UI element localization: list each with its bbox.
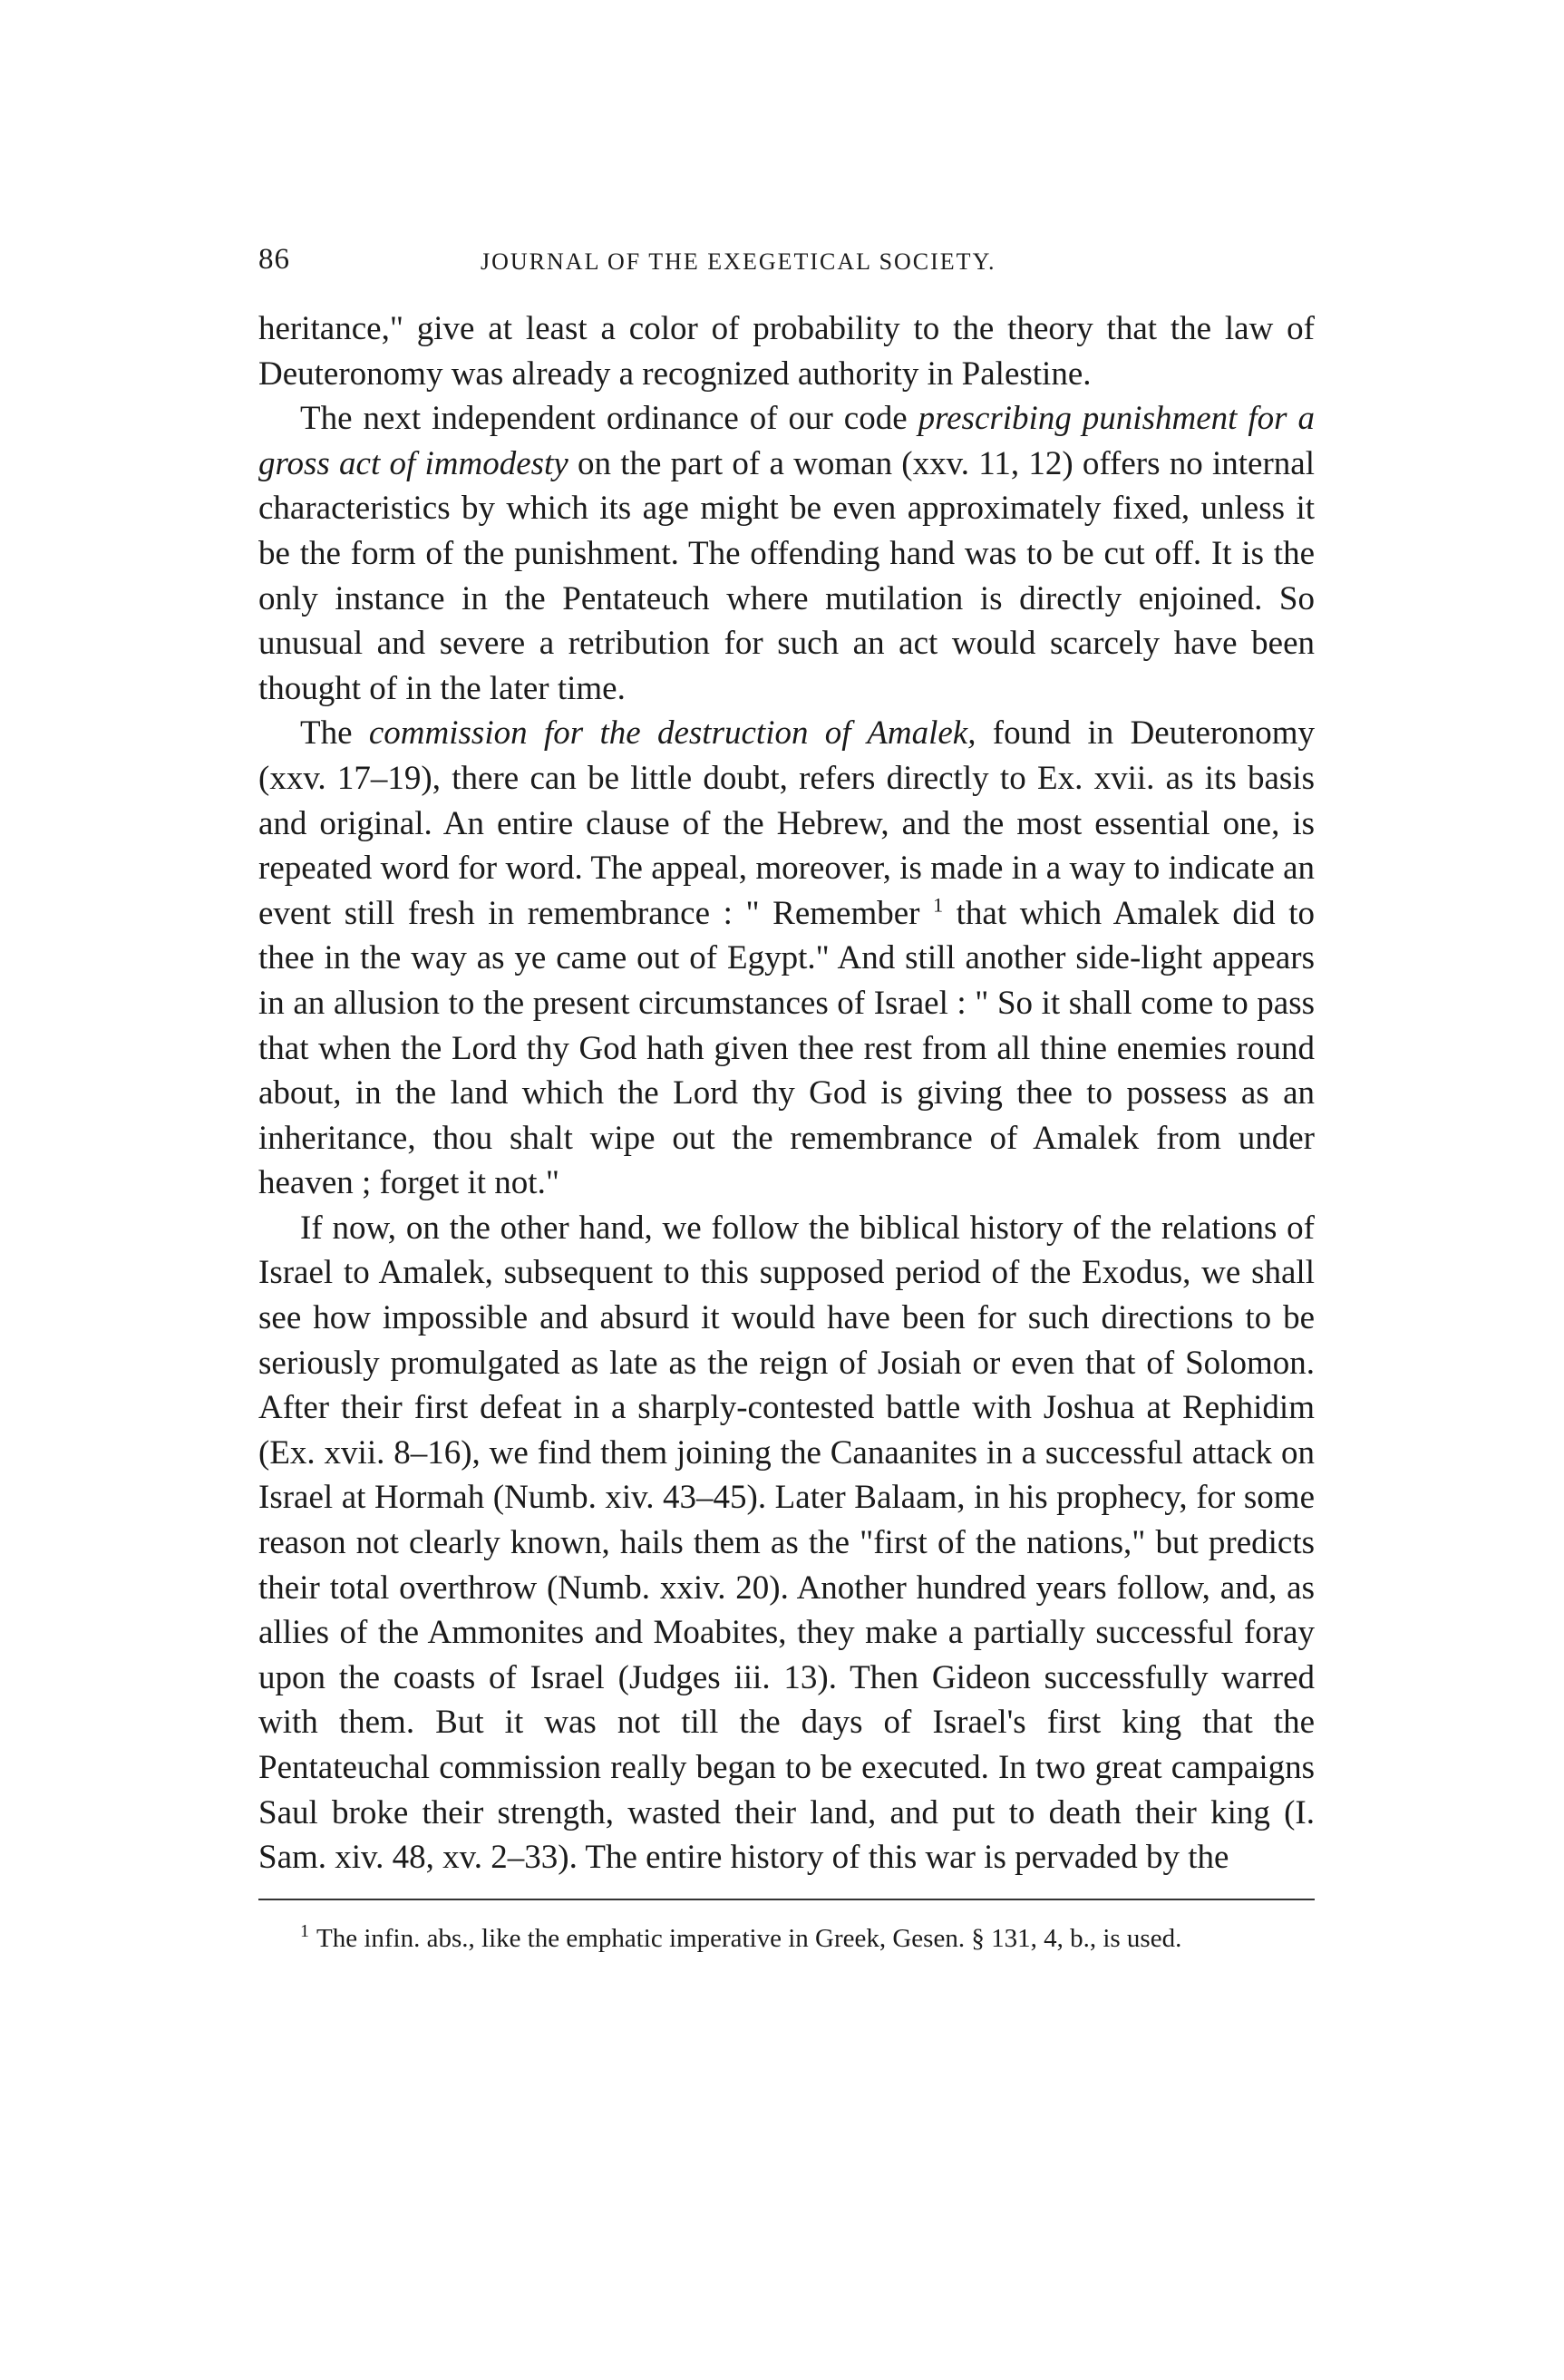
footnote-text: The infin. abs., like the emphatic imperative in Greek, Gesen. § 131, 4, b., is used.	[316, 1923, 1182, 1953]
italic-heading: commission for the destruction of Amalek,	[368, 714, 976, 753]
paragraph-middle: found in Deuteronomy (xxv. 17–19), there can be little doubt, refers directly to Ex. xvii. as its basis and original. An entire clause of the Hebrew, and the most essential one, is repeated word for word. The appeal, moreover, is made in a way to indicate an event still fresh in remembrance : " Remember	[258, 714, 1316, 932]
running-head	[258, 243, 1315, 279]
footnote	[258, 1919, 1315, 1958]
italic-heading: prescribing punishment for a gross act of immodesty	[258, 400, 1315, 482]
paragraph-lead: The next independent ordinance of our code	[300, 400, 918, 438]
paragraph-amalek	[258, 711, 1315, 1206]
paragraph-continuation: heritance," give at least a color of probability to the theory that the law of Deuteronomy was already a recognized authority in Palestine.	[258, 310, 1315, 393]
footnote-reference: 1	[933, 893, 944, 917]
page-number: 86	[258, 243, 290, 276]
footnote-divider	[258, 1899, 1315, 1900]
book-page	[258, 243, 1315, 1958]
body-text	[258, 306, 1315, 1880]
paragraph-immodesty	[258, 396, 1315, 711]
journal-title: JOURNAL OF THE EXEGETICAL SOCIETY.	[481, 248, 996, 275]
paragraph-rest: on the part of a woman (xxv. 11, 12) offers no internal characteristics by which its age might be even approximately fixed, unless it be the form of the punishment. The offending hand was to be cut off. It is the only instance in the Pentateuch where mutilation is directly enjoined. So unusual and severe a retribution for such an act would scarcely have been thought of in the later time.	[258, 444, 1315, 707]
paragraph-lead: The	[300, 714, 369, 753]
footnote-mark: 1	[300, 1921, 309, 1942]
paragraph-rest: that which Amalek did to thee in the way as ye came out of Egypt." And still another side-light appears in an allusion to the present circumstances of Israel : " So it shall come to pass that when the Lord thy God hath given thee rest from all thine enemies round about, in the land which the Lord thy God is giving thee to possess as an inheritance, thou shalt wipe out the remembrance of Amalek from under heaven ; forget it not."	[258, 894, 1316, 1202]
paragraph-history: If now, on the other hand, we follow the biblical history of the relations of Israel to Amalek, subsequent to this supposed period of the Exodus, we shall see how impossible and absurd it would have been for such directions to be seriously promulgated as late as the reign of Josiah or even that of Solomon. After their first defeat in a sharply-contested battle with Joshua at Rephidim (Ex. xvii. 8–16), we find them joining the Canaanites in a successful attack on Israel at Hormah (Numb. xiv. 43–45). Later Balaam, in his prophecy, for some reason not clearly known, hails them as the "first of the nations," but predicts their total overthrow (Numb. xxiv. 20). Another hundred years follow, and, as allies of the Ammonites and Moabites, they make a partially successful foray upon the coasts of Israel (Judges iii. 13). Then Gideon successfully warred with them. But it was not till the days of Israel's first king that the Pentateuchal commission really began to be executed. In two great campaigns Saul broke their strength, wasted their land, and put to death their king (I. Sam. xiv. 48, xv. 2–33). The entire history of this war is pervaded by the	[258, 1209, 1315, 1877]
